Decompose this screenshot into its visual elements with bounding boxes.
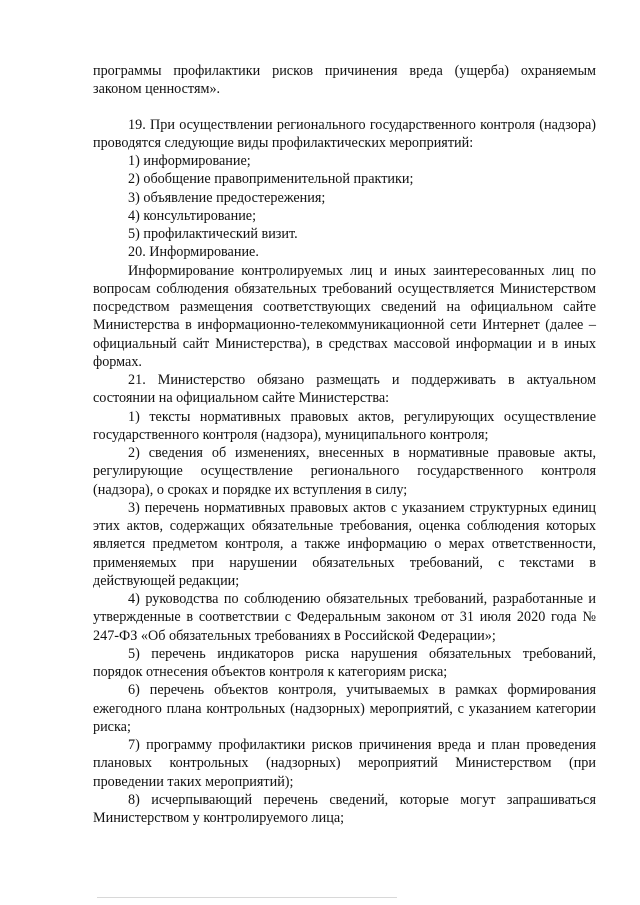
page-bottom-divider <box>97 897 397 898</box>
list-item-21-8: 8) исчерпывающий перечень сведений, которые могут запрашиваться Министерством у контролируемого лица; <box>93 791 596 826</box>
document-page <box>93 62 596 827</box>
list-item-21-2: 2) сведения об изменениях, внесенных в нормативные правовые акты, регулирующие осуществление регионального государственного контроля (надзора), о сроках и порядке их вступления в силу; <box>93 445 596 498</box>
paragraph-19: 19. При осуществлении регионального государственного контроля (надзора) проводятся следующие виды профилактических мероприятий: <box>93 116 596 151</box>
paragraph-20-heading: 20. Информирование. <box>128 244 259 261</box>
list-item-21-4: 4) руководства по соблюдению обязательных требований, разработанные и утвержденные в соответствии с Федеральным законом от 31 июля 2020 года № 247-ФЗ «Об обязательных требованиях в Российской Федерации»; <box>93 591 596 644</box>
list-item-21-1: 1) тексты нормативных правовых актов, регулирующих осуществление государственного контроля (надзора), муниципального контроля; <box>93 408 596 443</box>
paragraph-20-body: Информирование контролируемых лиц и иных заинтересованных лиц по вопросам соблюдения обязательных требований осуществляется Министерством посредством размещения соответствующих сведений на официальном сайте Министерства в информационно-телекоммуникационной сети Интернет (далее – официальный сайт Министерства), в средствах массовой информации и в иных формах. <box>93 262 596 370</box>
list-item-21-7: 7) программу профилактики рисков причинения вреда и план проведения плановых контрольных (надзорных) мероприятий Министерством (при проведении таких мероприятий); <box>93 737 596 790</box>
list-item-19-1: 1) информирование; <box>128 153 251 169</box>
list-item-19-2: 2) обобщение правоприменительной практики; <box>128 171 414 188</box>
list-item-21-5: 5) перечень индикаторов риска нарушения обязательных требований, порядок отнесения объектов контроля к категориям риска; <box>93 645 596 680</box>
list-item-21-6: 6) перечень объектов контроля, учитываемых в рамках формирования ежегодного плана контрольных (надзорных) мероприятий, с указанием категории риска; <box>93 682 596 735</box>
list-item-21-3: 3) перечень нормативных правовых актов с указанием структурных единиц этих актов, содержащих обязательные требования, оценка соблюдения которых является предметом контроля, а также информацию о мерах ответственности, применяемых при нарушении обязательных требований, с текстами в действующей редакции; <box>93 499 596 589</box>
list-item-19-4: 4) консультирование; <box>128 207 257 224</box>
list-item-19-3: 3) объявление предостережения; <box>128 189 326 206</box>
list-item-19-5: 5) профилактический визит. <box>128 226 298 242</box>
paragraph-intro-continuation: программы профилактики рисков причинения вреда (ущерба) охраняемым законом ценностям». <box>93 63 596 98</box>
paragraph-21: 21. Министерство обязано размещать и поддерживать в актуальном состоянии на официальном сайте Министерства: <box>93 372 596 407</box>
